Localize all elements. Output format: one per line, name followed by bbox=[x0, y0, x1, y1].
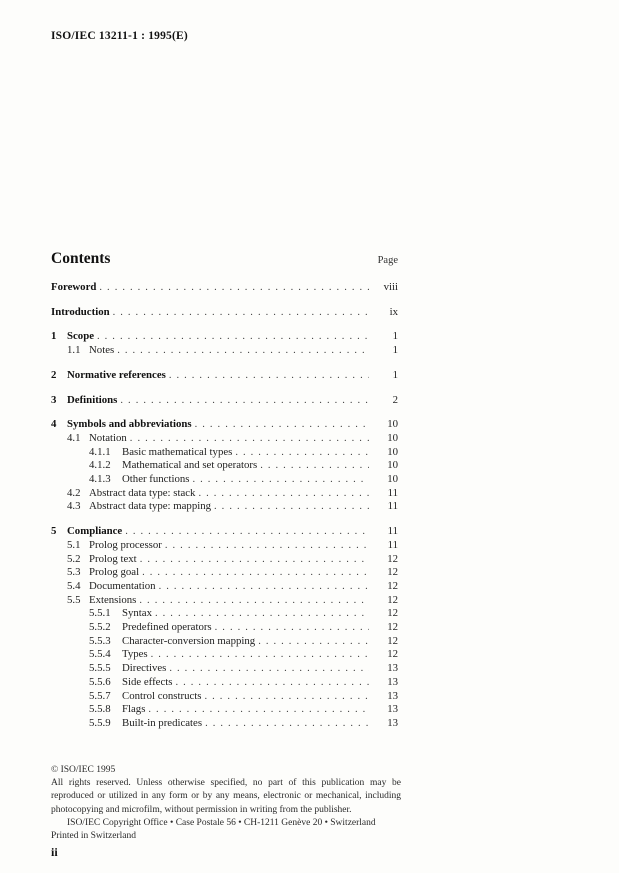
toc-entry-number: 1.1 bbox=[67, 344, 81, 357]
toc-entry bbox=[51, 446, 398, 460]
toc-entry-page: 13 bbox=[387, 703, 398, 716]
dot-leader bbox=[99, 282, 369, 295]
toc-entry bbox=[51, 690, 398, 704]
toc-entry-number: 4.1.1 bbox=[89, 445, 111, 458]
toc-entry bbox=[51, 635, 398, 649]
toc-entry-page: 13 bbox=[387, 662, 398, 675]
toc-entry bbox=[51, 459, 398, 473]
toc-entry-label: Introduction bbox=[51, 305, 110, 318]
toc-entry-label: Abstract data type: mapping bbox=[89, 500, 212, 513]
toc-entry-page: ix bbox=[389, 305, 398, 318]
dot-leader bbox=[235, 447, 369, 460]
toc-entry-page: 12 bbox=[387, 566, 398, 579]
toc-entry-label: Flags bbox=[122, 703, 146, 716]
toc-entry-page: 12 bbox=[387, 552, 398, 565]
toc-entry-page: 12 bbox=[387, 593, 398, 606]
toc-entry-label: Types bbox=[122, 648, 148, 661]
dot-leader bbox=[142, 567, 369, 580]
toc-entry-page: 11 bbox=[387, 538, 398, 551]
toc-entry-label: Character-conversion mapping bbox=[122, 634, 256, 647]
dot-leader bbox=[192, 474, 369, 487]
toc-entry bbox=[51, 621, 398, 635]
toc-entry-number: 5.5.2 bbox=[89, 621, 111, 634]
dot-leader bbox=[130, 433, 369, 446]
address-line: ISO/IEC Copyright Office • Case Postale 56 • CH-1211 Genève 20 • Switzerland bbox=[67, 817, 376, 828]
toc-entry-label: Foreword bbox=[51, 281, 97, 293]
dot-leader bbox=[169, 663, 369, 676]
dot-leader bbox=[169, 370, 369, 383]
toc-entry-label: Notation bbox=[89, 431, 127, 444]
dot-leader bbox=[195, 419, 369, 432]
toc-entry-label: Symbols and abbreviations bbox=[67, 418, 192, 431]
doc-id: ISO/IEC 13211-1 : 1995(E) bbox=[51, 30, 188, 42]
dot-leader bbox=[151, 649, 369, 662]
toc-entry bbox=[51, 432, 398, 446]
toc-entry-page: 12 bbox=[387, 621, 398, 634]
toc-entry-label: Mathematical and set operators bbox=[122, 459, 258, 472]
dot-leader bbox=[198, 488, 369, 501]
contents-section bbox=[51, 250, 398, 731]
dot-leader bbox=[165, 540, 369, 553]
toc-entry-number: 4.1.2 bbox=[89, 459, 111, 472]
toc-entry-label: Documentation bbox=[89, 579, 156, 592]
toc-entry-label: Prolog processor bbox=[89, 538, 162, 551]
toc-entry bbox=[51, 487, 398, 501]
toc-entry-number: 4.1.3 bbox=[89, 473, 111, 486]
toc-entry-number: 3 bbox=[51, 393, 57, 406]
toc-entry-number: 5.5.4 bbox=[89, 648, 111, 661]
contents-title: Contents bbox=[51, 250, 111, 267]
toc-entry-label: Directives bbox=[122, 662, 167, 675]
dot-leader bbox=[113, 307, 369, 320]
toc-entry-label: Basic mathematical types bbox=[122, 445, 233, 458]
toc-entry bbox=[51, 525, 398, 539]
dot-leader bbox=[175, 677, 369, 690]
toc-entry bbox=[51, 676, 398, 690]
toc-entry-page: 1 bbox=[392, 344, 398, 357]
toc-entry bbox=[51, 539, 398, 553]
toc-entry bbox=[51, 662, 398, 676]
toc-entry bbox=[51, 594, 398, 608]
toc-entry-label: Prolog goal bbox=[89, 566, 140, 579]
toc-entry-page: 10 bbox=[387, 431, 398, 444]
toc-entry-page: 2 bbox=[392, 393, 398, 406]
dot-leader bbox=[215, 622, 369, 635]
copyright-footer bbox=[51, 764, 401, 843]
toc-entry bbox=[51, 281, 398, 295]
toc-entry-number: 5.1 bbox=[67, 538, 81, 551]
toc-entry-page: 13 bbox=[387, 689, 398, 702]
toc-entry-page: 12 bbox=[387, 648, 398, 661]
dot-leader bbox=[258, 636, 369, 649]
toc-entry-number: 5.5.3 bbox=[89, 634, 111, 647]
dot-leader bbox=[155, 608, 369, 621]
toc-entry-number: 5.5.8 bbox=[89, 703, 111, 716]
toc-entry-label: Syntax bbox=[122, 607, 152, 620]
toc-entry bbox=[51, 566, 398, 580]
toc-entry bbox=[51, 394, 398, 408]
toc-entry-label: Abstract data type: stack bbox=[89, 486, 196, 499]
toc-entry-page: 11 bbox=[387, 486, 398, 499]
toc-entry-number: 4 bbox=[51, 418, 57, 431]
toc-entry bbox=[51, 500, 398, 514]
toc-entry-page: 10 bbox=[387, 473, 398, 486]
toc-entry-page: 13 bbox=[387, 675, 398, 688]
toc-entry-label: Other functions bbox=[122, 473, 190, 486]
toc-entry-number: 1 bbox=[51, 330, 57, 343]
toc-entry-page: 12 bbox=[387, 634, 398, 647]
toc-entry-page: viii bbox=[383, 281, 398, 293]
toc-entry bbox=[51, 330, 398, 344]
toc-entry-number: 4.1 bbox=[67, 431, 81, 444]
dot-leader bbox=[148, 704, 369, 717]
toc-entry-label: Side effects bbox=[122, 675, 173, 688]
toc-entry-label: Definitions bbox=[67, 393, 118, 406]
toc-entry-page: 11 bbox=[387, 525, 398, 538]
toc-entry-page: 12 bbox=[387, 579, 398, 592]
toc-entry-label: Normative references bbox=[67, 368, 166, 381]
toc-entry bbox=[51, 580, 398, 594]
dot-leader bbox=[260, 460, 369, 473]
toc-entry bbox=[51, 607, 398, 621]
toc-entry bbox=[51, 703, 398, 717]
toc-entry-number: 5.5.6 bbox=[89, 675, 111, 688]
dot-leader bbox=[120, 395, 369, 408]
dot-leader bbox=[159, 581, 369, 594]
toc-entry bbox=[51, 306, 398, 320]
toc-entry-number: 4.3 bbox=[67, 500, 81, 513]
dot-leader bbox=[97, 331, 369, 344]
toc-entry-label: Built-in predicates bbox=[122, 716, 203, 729]
toc-entry-label: Compliance bbox=[67, 525, 123, 538]
toc-entry bbox=[51, 648, 398, 662]
toc-entry-page: 10 bbox=[387, 445, 398, 458]
toc-entry-page: 10 bbox=[387, 459, 398, 472]
toc-entry-page: 12 bbox=[387, 607, 398, 620]
copyright-line: © ISO/IEC 1995 bbox=[51, 765, 116, 775]
toc-entry-label: Prolog text bbox=[89, 552, 137, 565]
page-number: ii bbox=[51, 845, 58, 859]
toc-entry-number: 2 bbox=[51, 368, 57, 381]
toc-entry-number: 5.2 bbox=[67, 552, 81, 565]
toc-entry-label: Scope bbox=[67, 330, 94, 343]
toc-entry-page: 13 bbox=[387, 716, 398, 729]
toc-entry-label: Extensions bbox=[89, 593, 137, 606]
dot-leader bbox=[125, 526, 369, 539]
toc-entry bbox=[51, 717, 398, 731]
toc-entry-page: 11 bbox=[387, 500, 398, 513]
dot-leader bbox=[139, 595, 369, 608]
toc-entry-label: Notes bbox=[89, 344, 115, 357]
printed-line: Printed in Switzerland bbox=[51, 831, 136, 842]
dot-leader bbox=[117, 345, 369, 358]
toc-list bbox=[51, 281, 398, 731]
toc-entry-number: 5.5.5 bbox=[89, 662, 111, 675]
dot-leader bbox=[204, 691, 369, 704]
toc-entry-page: 1 bbox=[392, 330, 398, 343]
toc-entry bbox=[51, 418, 398, 432]
toc-entry-page: 10 bbox=[387, 418, 398, 431]
toc-entry-label: Control constructs bbox=[122, 689, 202, 702]
toc-entry bbox=[51, 553, 398, 567]
toc-entry-number: 4.2 bbox=[67, 486, 81, 499]
toc-entry-page: 1 bbox=[392, 368, 398, 381]
toc-entry bbox=[51, 344, 398, 358]
toc-entry-number: 5.5.9 bbox=[89, 716, 111, 729]
toc-entry bbox=[51, 369, 398, 383]
toc-entry-number: 5.4 bbox=[67, 579, 81, 592]
toc-entry bbox=[51, 473, 398, 487]
toc-entry-number: 5.5.7 bbox=[89, 689, 111, 702]
toc-entry-number: 5 bbox=[51, 525, 57, 538]
dot-leader bbox=[214, 501, 369, 514]
dot-leader bbox=[205, 718, 369, 731]
toc-entry-number: 5.5 bbox=[67, 593, 81, 606]
toc-entry-label: Predefined operators bbox=[122, 621, 212, 634]
rights-text: All rights reserved. Unless otherwise specified, no part of this publication may be reproduced or utilized in any form or by any means, electronic or mechanical, including photocopying and microfilm, without permission in writing from the publisher. bbox=[51, 778, 401, 815]
dot-leader bbox=[140, 554, 369, 567]
contents-header bbox=[51, 250, 398, 268]
toc-entry-number: 5.3 bbox=[67, 566, 81, 579]
toc-entry-number: 5.5.1 bbox=[89, 607, 111, 620]
page-column-label: Page bbox=[377, 255, 398, 266]
